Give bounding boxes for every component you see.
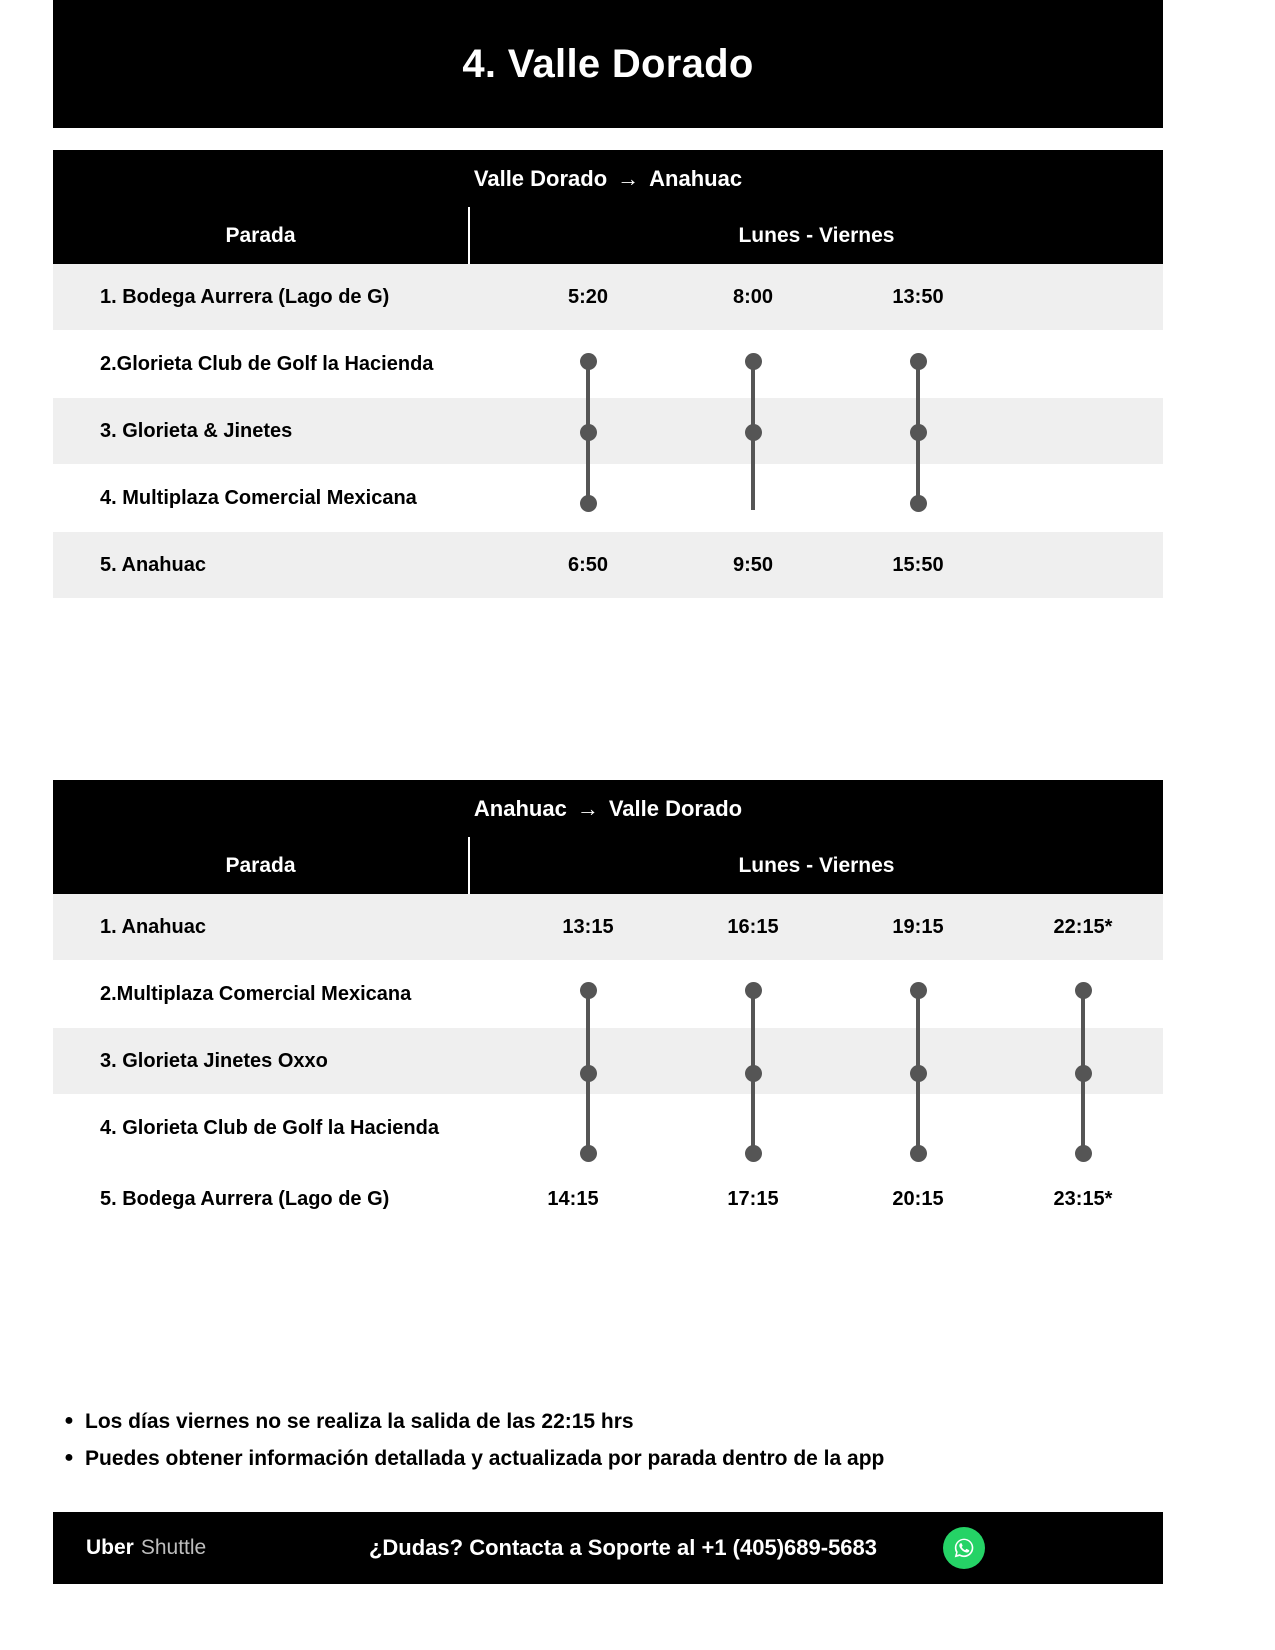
stop-name: 3. Glorieta & Jinetes — [100, 419, 293, 442]
whatsapp-icon[interactable] — [943, 1527, 985, 1569]
route-destination-2: Valle Dorado — [608, 795, 743, 821]
route-origin-1: Valle Dorado — [473, 165, 608, 191]
arrival-time: 15:50 — [892, 553, 944, 576]
notes-list — [53, 1408, 1163, 1483]
arrival-time: 17:15 — [727, 1187, 779, 1210]
arrival-time: 23:15* — [1053, 1187, 1113, 1210]
departure-time: 22:15* — [1053, 915, 1113, 938]
departure-time: 5:20 — [567, 285, 609, 308]
arrow-right-icon: → — [617, 165, 640, 191]
list-item — [53, 1445, 1163, 1472]
column-header-row-2 — [53, 837, 1163, 894]
stop-name: 2.Multiplaza Comercial Mexicana — [100, 982, 412, 1005]
route-origin-2: Anahuac — [473, 795, 567, 821]
column-header-stop-2: Parada — [53, 837, 470, 894]
arrow-right-icon: → — [576, 795, 599, 821]
departure-time: 8:00 — [732, 285, 774, 308]
brand-logo — [86, 1536, 206, 1560]
column-header-days-1: Lunes - Viernes — [738, 223, 895, 247]
departure-time: 16:15 — [727, 915, 779, 938]
time-group — [468, 1094, 1163, 1162]
table-body-2 — [53, 894, 1163, 1236]
departure-time: 19:15 — [892, 915, 944, 938]
route-header-2 — [53, 780, 1163, 837]
page-title-banner — [53, 0, 1163, 128]
stop-name: 2.Glorieta Club de Golf la Hacienda — [100, 352, 434, 375]
stop-name: 4. Multiplaza Comercial Mexicana — [100, 486, 417, 509]
time-group — [468, 1028, 1163, 1094]
table-row — [53, 398, 1163, 464]
table-row — [53, 464, 1163, 532]
arrival-time: 9:50 — [732, 553, 774, 576]
brand-shuttle: Shuttle — [140, 1536, 207, 1559]
stop-name: 5. Anahuac — [100, 553, 206, 576]
time-group — [468, 264, 1163, 330]
route-destination-1: Anahuac — [649, 165, 743, 191]
table-row — [53, 330, 1163, 398]
support-text: ¿Dudas? Contacta a Soporte al +1 (405)689-5683 — [368, 1535, 878, 1560]
stop-name: 4. Glorieta Club de Golf la Hacienda — [100, 1116, 439, 1139]
stop-name: 5. Bodega Aurrera (Lago de G) — [100, 1187, 390, 1210]
table-row — [53, 960, 1163, 1028]
time-group — [468, 894, 1163, 960]
table-row — [53, 1094, 1163, 1162]
arrival-time: 6:50 — [567, 553, 609, 576]
table-row — [53, 1162, 1163, 1236]
stop-name: 1. Anahuac — [100, 915, 206, 938]
time-group — [468, 398, 1163, 464]
stop-name: 3. Glorieta Jinetes Oxxo — [100, 1049, 328, 1072]
departure-time: 13:15 — [562, 915, 614, 938]
table-row — [53, 532, 1163, 598]
arrival-time: 14:15 — [547, 1187, 599, 1210]
bullet-icon: ● — [64, 1449, 74, 1467]
table-row — [53, 264, 1163, 330]
note-text: Los días viernes no se realiza la salida de las 22:15 hrs — [85, 1410, 634, 1433]
table-row — [53, 1028, 1163, 1094]
table-row — [53, 894, 1163, 960]
route-header-1 — [53, 150, 1163, 207]
arrival-time: 20:15 — [892, 1187, 944, 1210]
time-group — [468, 330, 1163, 398]
brand-uber: Uber — [86, 1536, 134, 1559]
bullet-icon: ● — [64, 1412, 74, 1429]
time-group — [468, 532, 1163, 598]
time-group — [468, 960, 1163, 1028]
note-text: Puedes obtener información detallada y actualizada por parada dentro de la app — [85, 1447, 885, 1471]
page-title: 4. Valle Dorado — [462, 41, 754, 86]
time-group — [468, 464, 1163, 532]
time-group — [468, 1162, 1163, 1236]
list-item — [53, 1408, 1163, 1435]
table-body-1 — [53, 264, 1163, 598]
column-header-row-1 — [53, 207, 1163, 264]
schedule-table-anahuac-valle-dorado — [53, 780, 1163, 1236]
departure-time: 13:50 — [892, 285, 944, 308]
column-header-days-2: Lunes - Viernes — [738, 853, 895, 877]
column-header-stop-1: Parada — [53, 207, 470, 264]
footer-bar — [53, 1512, 1163, 1584]
schedule-table-valle-dorado-anahuac — [53, 150, 1163, 598]
stop-name: 1. Bodega Aurrera (Lago de G) — [100, 285, 390, 308]
